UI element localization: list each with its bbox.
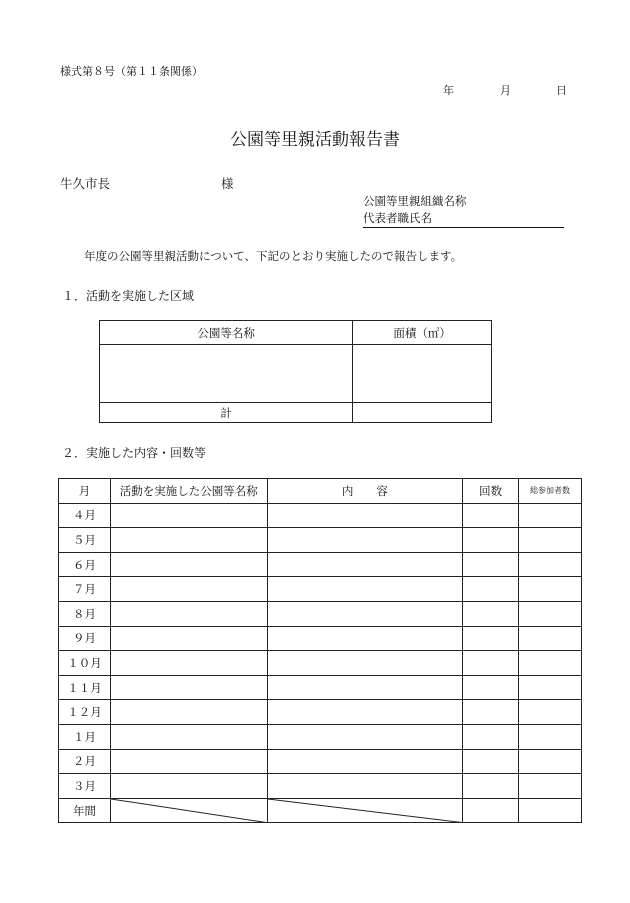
count-cell[interactable] — [463, 577, 519, 602]
participants-cell[interactable] — [519, 503, 582, 528]
table-row — [59, 552, 582, 577]
content-cell[interactable] — [267, 724, 463, 749]
section1-heading: １．活動を実施した区域 — [62, 289, 195, 303]
content-header: 内 容 — [267, 479, 463, 504]
content-cell[interactable] — [267, 774, 463, 799]
participants-cell[interactable] — [519, 528, 582, 553]
addressee: 牛久市長 — [60, 176, 111, 191]
table-row — [59, 700, 582, 725]
honorific: 様 — [221, 176, 234, 191]
table-row — [59, 724, 582, 749]
park-name-cell[interactable] — [110, 724, 267, 749]
count-cell[interactable] — [463, 552, 519, 577]
participants-cell[interactable] — [519, 626, 582, 651]
count-cell[interactable] — [463, 749, 519, 774]
count-cell[interactable] — [463, 626, 519, 651]
content-cell[interactable] — [267, 700, 463, 725]
count-cell[interactable] — [463, 503, 519, 528]
month-cell: ４月 — [59, 503, 111, 528]
date-year-label: 年 — [443, 84, 454, 97]
content-cell[interactable] — [267, 503, 463, 528]
participants-cell[interactable] — [519, 577, 582, 602]
total-label: 計 — [100, 403, 353, 423]
participants-header: 総参加者数 — [519, 479, 582, 504]
participants-cell[interactable] — [519, 601, 582, 626]
content-cell[interactable] — [267, 577, 463, 602]
count-cell[interactable] — [463, 528, 519, 553]
count-header: 回数 — [463, 479, 519, 504]
table-row — [59, 503, 582, 528]
park-name-cell[interactable] — [110, 675, 267, 700]
participants-cell[interactable] — [519, 552, 582, 577]
table-row — [59, 577, 582, 602]
participants-cell[interactable] — [519, 700, 582, 725]
content-cell[interactable] — [267, 675, 463, 700]
participants-cell[interactable] — [519, 651, 582, 676]
content-cell[interactable] — [267, 651, 463, 676]
table-row — [59, 749, 582, 774]
month-cell: １２月 — [59, 700, 111, 725]
month-cell: １１月 — [59, 675, 111, 700]
park-name-cell[interactable] — [110, 700, 267, 725]
count-cell[interactable] — [463, 724, 519, 749]
form-number: 様式第８号（第１１条関係） — [60, 65, 203, 78]
month-cell: ２月 — [59, 749, 111, 774]
area-cell[interactable] — [353, 345, 492, 403]
representative-name-field[interactable]: 代表者職氏名 — [363, 210, 564, 228]
table-row — [59, 528, 582, 553]
total-area-cell[interactable] — [353, 403, 492, 423]
date-day-label: 日 — [556, 84, 567, 97]
diagonal-line — [111, 799, 267, 823]
month-cell: ８月 — [59, 601, 111, 626]
intro-text: 年度の公園等里親活動について、下記のとおり実施したので報告します。 — [84, 249, 463, 263]
park-name-header: 活動を実施した公園等名称 — [110, 479, 267, 504]
month-cell: １月 — [59, 724, 111, 749]
content-cell[interactable] — [267, 552, 463, 577]
count-cell[interactable] — [463, 651, 519, 676]
park-name-cell[interactable] — [110, 528, 267, 553]
month-cell: ９月 — [59, 626, 111, 651]
park-name-cell[interactable] — [110, 577, 267, 602]
count-cell[interactable] — [463, 675, 519, 700]
count-cell[interactable] — [463, 601, 519, 626]
month-cell: ５月 — [59, 528, 111, 553]
month-cell: １０月 — [59, 651, 111, 676]
month-cell: ６月 — [59, 552, 111, 577]
activity-record-table — [58, 478, 582, 823]
annual-content-cell — [267, 798, 463, 823]
park-name-cell[interactable] — [110, 626, 267, 651]
month-cell: ３月 — [59, 774, 111, 799]
park-name-cell[interactable] — [110, 774, 267, 799]
participants-cell[interactable] — [519, 675, 582, 700]
annual-park-name-cell — [110, 798, 267, 823]
document-title: 公園等里親活動報告書 — [230, 130, 400, 150]
content-cell[interactable] — [267, 626, 463, 651]
park-name-cell[interactable] — [100, 345, 353, 403]
area-header: 面積（㎡） — [353, 321, 492, 345]
park-name-cell[interactable] — [110, 503, 267, 528]
table-row — [59, 651, 582, 676]
park-name-header: 公園等名称 — [100, 321, 353, 345]
park-name-cell[interactable] — [110, 601, 267, 626]
participants-cell[interactable] — [519, 724, 582, 749]
diagonal-line — [268, 799, 463, 823]
count-cell[interactable] — [463, 700, 519, 725]
month-header: 月 — [59, 479, 111, 504]
activity-area-table — [99, 320, 492, 423]
table-row — [59, 774, 582, 799]
table-row — [59, 626, 582, 651]
park-name-cell[interactable] — [110, 552, 267, 577]
organization-name-label: 公園等里親組織名称 — [363, 194, 467, 208]
content-cell[interactable] — [267, 601, 463, 626]
park-name-cell[interactable] — [110, 749, 267, 774]
content-cell[interactable] — [267, 528, 463, 553]
participants-cell[interactable] — [519, 749, 582, 774]
table-row — [59, 601, 582, 626]
park-name-cell[interactable] — [110, 651, 267, 676]
date-month-label: 月 — [500, 84, 511, 97]
participants-cell[interactable] — [519, 774, 582, 799]
count-cell[interactable] — [463, 774, 519, 799]
table-row — [59, 675, 582, 700]
content-cell[interactable] — [267, 749, 463, 774]
annual-participants-cell[interactable] — [519, 798, 582, 823]
annual-count-cell[interactable] — [463, 798, 519, 823]
month-cell: ７月 — [59, 577, 111, 602]
section2-heading: ２．実施した内容・回数等 — [62, 446, 207, 460]
annual-label: 年間 — [59, 798, 111, 823]
